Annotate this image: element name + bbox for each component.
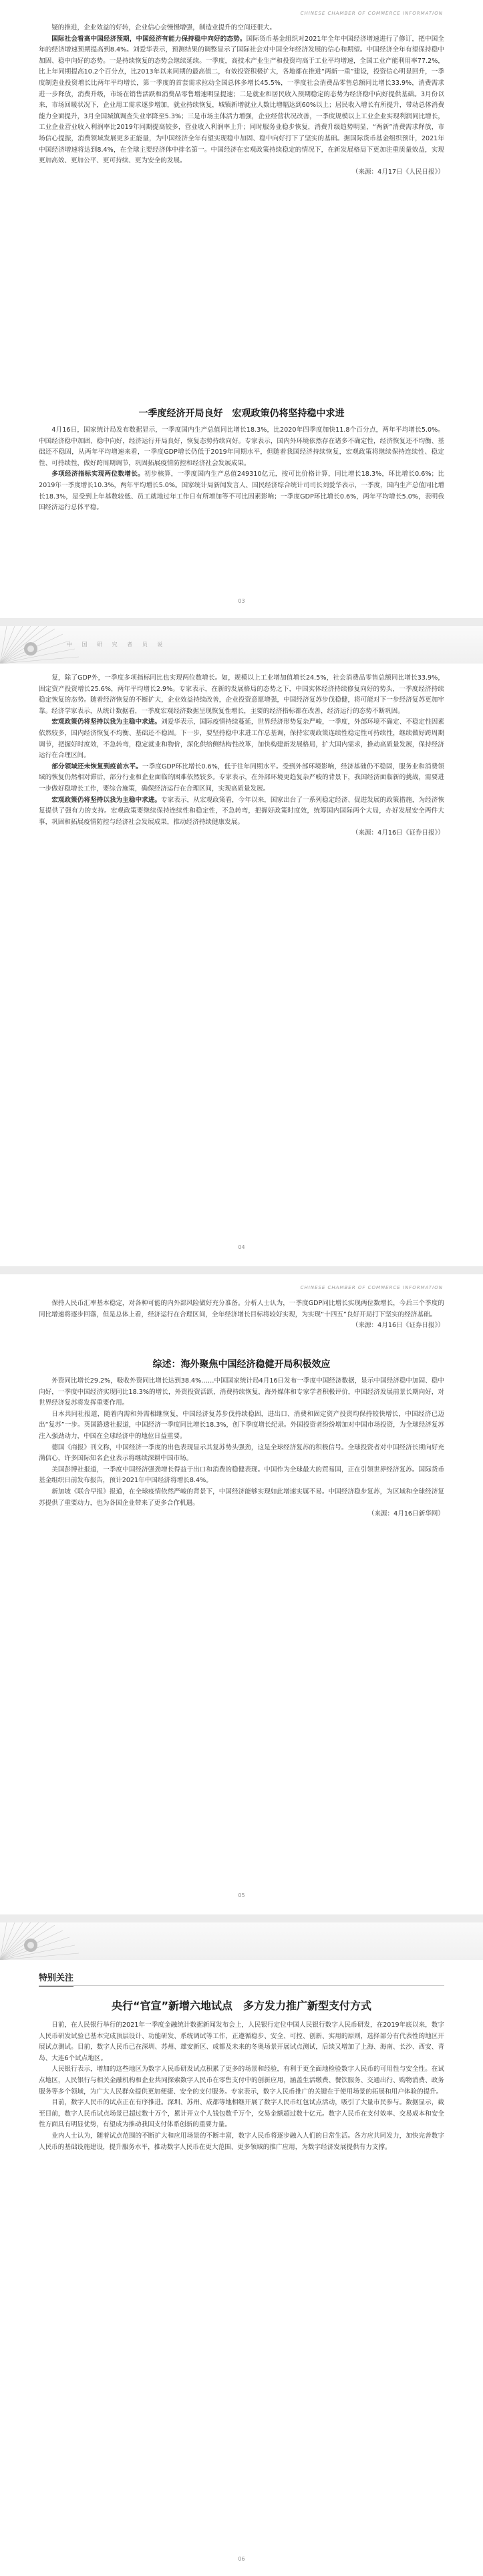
paragraph: 人民银行表示，增加的这些地区为数字人民币研发试点积累了更多的场景和经验，有利于更全面地检验数字人民币的可用性与安全性。在试点地区，人民银行与相关金融机构和企业共同探索数字人民币在零售支付中的创新应用，涵盖生活缴费、餐饮服务、交通出行、购物消费、政务服务等多个领域，为广大人民群众提供更加便捷、安全的支付服务。专家表示，数字人民币推广的关键在于使用场景的拓展和用户体验的提升。 [39,2065,444,2096]
article-headline: 综述：海外聚焦中国经济稳健开局积极效应 [152,1359,331,1370]
paragraph [39,469,444,513]
page-05 [0,1274,483,1914]
paragraph [39,717,444,761]
paragraph: 4月16日，国家统计局发布数据显示，一季度国内生产总值同比增长18.3%，比2020年四季度加快11.8个百分点，两年平均增长5.0%。中国经济稳中加固、稳中向好，经济运行开局良好，恢复态势持续向好。专家表示，国内外环境依然存在诸多不确定性，经济恢复还不均衡、基础还不稳固，从两年平均增速来看，一季度GDP增长仍低于2019年同期水平，但随着我国经济持续恢复，宏观政策将继续保持连续性、稳定性、可持续性，做好跨周期调节，巩固拓展疫情防控和经济社会发展成果。 [39,426,444,467]
article-body [39,2020,444,2541]
paragraph-body: 初步核算，一季度国内生产总值249310亿元，按可比价格计算，同比增长18.3%，环比增长0.6%；比2019年一季度增长10.3%，两年平均增长5.0%。国家统计局新闻发言人、国民经济综合统计司司长刘爱华表示，一季度，国内生产总值同比增长18.3%，是受到上年基数较低、员工就地过年工作日有所增加等不可比因素影响；一季度GDP环比增长0.6%，两年平均增长5.0%，表明我国经济运行总体平稳。 [39,470,444,512]
paragraph: 复，除了GDP外，一季度多项指标同比也实现两位数增长。如，规模以上工业增加值增长24.5%，社会消费品零售总额同比增长33.9%，固定资产投资增长25.6%，两年平均增长2.9%。专家表示，在新的发展格局的态势之下，中国实体经济持续修复向好的势头，一季度经济持续稳定恢复的态势。随着经济恢复的不断扩大，企业效益持续改善，企业投资意愿增强，中国经济复苏步伐稳健，将可能对下一步经济复苏更加牢靠。经济学家表示，从统计数据看，一季度宏观经济数据呈现恢复性增长，主要的经济指标都在改善，经济运行的态势不断巩固。 [39,674,444,715]
article-continued-text [39,23,444,397]
paragraph-lead: 国际社会看高中国经济预期，中国经济有能力保持稳中向好的态势。 [51,35,247,43]
article-headline: 央行“官宣”新增六地试点 多方发力推广新型支付方式 [111,1999,372,2012]
article-continued-text [39,673,444,1228]
paragraph-body: 国际货币基金组织对2021年全年中国经济增速进行了修订，把中国全年的经济增速预期提高到8.4%。刘爱华表示，预测结果的调整显示了国际社会对中国全年经济发展的信心和期望。中国经济全年有望保持稳中加固、稳中向好的态势。一是持续恢复的态势会继续延续。一季度，高技术产业生产和投资均高于工业平均增速，全国工业产能利用率77.2%，比上年同期提高10.2个百分点，比2013年以来同期的最高值二，有效投资积极扩大，各地都在推进“两新一重”建设，投资信心明显回升，一季度制造业投资增长比两年平均增长，第一季度的首套需求拉动全国总体多增长45.5%，一季度社会消费品零售总额同比增长33.9%，消费需求进一步释放，消费升级，市场在销售活跃和消费品零售增速明显提速；二是就业和居民收入预期稳定的态势为经济稳中向好提供基础。3月份以来，市场回暖状况下，企业用工需求逐步增加，就业持续恢复，城镇新增就业人数比增幅达到60%以上；居民收入增长有所提升，带动总体消费能力全面提升，3月全国城镇调查失业率降至5.3%；三是市场主体活力增强，企业经营状况改善，一季度规模以上工业企业实现利润同比增长，工业企业营业收入利润率比2019年同期提高较多，营业收入利润率上升；同时服务业稳步恢复，消费升级趋势明显，“两新”消费需求释放，市场信心提振，消费领域发展更多正能量，为中国经济全年有望实现稳中加固、稳中向好打下了坚实的基础。据国际货币基金组织预计，2021年中国经济增速将达到8.4%，在全球主要经济体中排名第一。中国经济在宏观政策持续稳定的情况下，在新发展格局下更加注重质量效益，实现更加高效、更加公平、更可持续、更为安全的发展。 [39,35,444,165]
running-header: CHINESE CHAMBER OF COMMERCE INFORMATION [300,11,443,16]
paragraph [39,795,444,829]
paragraph: 目前，数字人民币的试点正在有序推进。深圳、苏州、成都等地相继开展了数字人民币红包试点活动，吸引了大量市民参与。数据显示，截至目前，数字人民币试点场景已超过数十万个，累计开立个人钱包数千万个，交易金额超过数十亿元。数字人民币在支付效率、交易成本和安全性方面具有明显优势，有望成为推动我国支付体系创新的重要力量。 [39,2099,444,2129]
page-separator [0,1266,483,1274]
source-line: （来源：4月16日新华网） [367,1510,444,1518]
paragraph: 业内人士认为，随着试点范围的不断扩大和应用场景的不断丰富，数字人民币将逐步融入人们的日常生活。各方应共同发力，加快完善数字人民币的基础设施建设，提升服务水平，推动数字人民币在更大范围、更多领域的推广应用，为数字经济发展提供有力支撑。 [39,2132,444,2151]
article-continued-text [39,1298,444,1346]
page-06 [0,1922,483,2576]
paragraph-lead: 宏观政策仍将坚持以我为主稳中求进。 [51,718,162,726]
page-number: 04 [238,1244,245,1250]
paragraph-lead: 多项经济指标实现两位数增长。 [51,470,145,478]
page-03 [0,0,483,618]
paragraph [39,34,444,167]
decorative-header-strip [0,1922,483,1960]
paragraph: 外资同比增长29.2%，吸收外资同比增长达到38.4%……中国国家统计局4月16日发布一季度中国经济数据，显示中国经济稳中加固、稳中向好，一季度中国经济实现同比18.3%的增长，外资投资活跃，消费持续恢复，海外媒体和专家学者积极评价，中国经济发展前景长期向好，对世界经济复苏将发挥重要作用。 [39,1377,444,1407]
paragraph: 新加坡《联合早报》报道，在全球疫情依然严峻的背景下，中国经济能够实现如此增速实属不易。中国经济稳步复苏，为区域和全球经济复苏提供了重要动力，也为各国企业带来了更多合作机遇。 [39,1487,444,1507]
paragraph-lead: 部分领域还未恢复到疫前水平。 [51,762,142,770]
paragraph-body: 一季度GDP环比增长0.6%，低于往年同期水平。受到外部环境影响，经济基础仍不稳固，服务业和消费领域的恢复仍然相对滞后，部分行业和企业面临的困难依然较多。专家表示，在外部环境更趋复杂严峻的背景下，我国经济面临新的挑战，需要进一步做好稳增长工作，要综合施策，确保经济运行在合理区间，实现高质量发展。 [39,762,444,793]
fan-ornament-icon [0,1922,80,1960]
decorative-header-strip [0,626,483,664]
section-rule [39,1985,444,1986]
page-number: 05 [238,1892,245,1898]
paragraph-body: 专家表示，从宏观政策看，今年以来，国家出台了一系列稳定经济、促进发展的政策措施，为经济恢复提供了强有力的支持。宏观政策要继续保持连续性和稳定性，不急转弯，把握好政策时度效，统筹国内国际两个大局，办好发展安全两件大事，巩固和拓展疫情防控与经济社会发展成果，推动经济持续健康发展。 [39,796,444,826]
source-line: （来源：4月16日《证券日报》） [351,829,444,837]
paragraph: 日本共同社报道，随着内需和外需相继恢复，中国经济复苏步伐持续稳固，进出口、消费和固定资产投资均保持较快增长，中国经济已迈出“复苏”一步。英国路透社报道，中国经济一季度同比增长18.3%，创下季度增长纪录。外国投资者纷纷增加对中国市场投资，为全球经济复苏注入强劲动力，中国在全球经济中的地位日益重要。 [39,1410,444,1440]
page-number: 03 [238,598,245,604]
paragraph: 德国《商报》刊文称，中国经济一季度的出色表现显示其复苏势头强劲，这是全球经济复苏的积极信号。全球投资者对中国经济长期向好充满信心，许多国际知名企业表示将继续深耕中国市场。 [39,1443,444,1463]
page-separator [0,1914,483,1922]
source-line: （来源：4月16日《证券日报》） [351,1322,444,1330]
source-line: （来源：4月17日《人民日报》） [351,168,444,176]
article-headline: 一季度经济开局良好 宏观政策仍将坚持稳中求进 [138,408,345,419]
page-number: 06 [238,2556,245,2562]
paragraph [39,762,444,795]
page-separator [0,618,483,626]
article-body [39,1376,444,1870]
paragraph: 保持人民币汇率基本稳定，对各种可能的内外部风险做好充分准备。分析人士认为，一季度GDP同比增长实现两位数增长，今后三个季度的同比增速将逐步回落，但是总体上看，经济运行在合理区间，全年经济增长目标将较好实现，为实现“十四五”良好开局打下坚实的经济基础。 [39,1300,444,1318]
page-04 [0,626,483,1266]
paragraph: 疑的推进，企业效益的好转，企业信心会慢慢增强，制造业提升的空间还很大。 [51,24,276,31]
section-label: 特别关注 [39,1971,73,1987]
strip-title: 中 国 研 究 者 员 说 [67,641,167,648]
paragraph: 美国彭博社报道，一季度中国经济强劲增长得益于出口和消费的稳健表现。中国作为全球最大的贸易国，正在引领世界经济复苏。国际货币基金组织日前发布报告，预计2021年中国经济将增长8.4%。 [39,1465,444,1485]
running-header: CHINESE CHAMBER OF COMMERCE INFORMATION [300,1285,443,1290]
paragraph-lead: 宏观政策仍将坚持以我为主稳中求进。 [51,796,162,804]
paragraph-body: 刘爱华表示，国际疫情持续蔓延，世界经济形势复杂严峻，一季度，外部环境不确定、不稳定性因素依然较多，国内经济恢复不均衡、基础还不稳固。下一步，要坚持稳中求进工作总基调，保持宏观政策连续性稳定性可持续性，继续做好跨周期调节，把握好时度效，不急转弯，稳定就业和物价，深化供给侧结构性改革，加快构建新发展格局，扩大国内需求，推动高质量发展，保持经济运行在合理区间。 [39,718,444,760]
article-body [39,425,444,579]
paragraph: 日前，在人民银行举行的2021年一季度金融统计数据新闻发布会上，人民银行定位中国人民银行数字人民币研发，在2019年底以来，数字人民币研发试验已基本完成顶层设计、功能研发、系统调试等工作，正遵循稳步、安全、可控、创新、实用的原则，选择部分有代表性的地区开展试点测试。目前，数字人民币已在深圳、苏州、雄安新区、成都及未来的冬奥场景开展试点测试，后续又增加了上海、海南、长沙、西安、青岛、大连6个试点地区。 [39,2021,444,2062]
